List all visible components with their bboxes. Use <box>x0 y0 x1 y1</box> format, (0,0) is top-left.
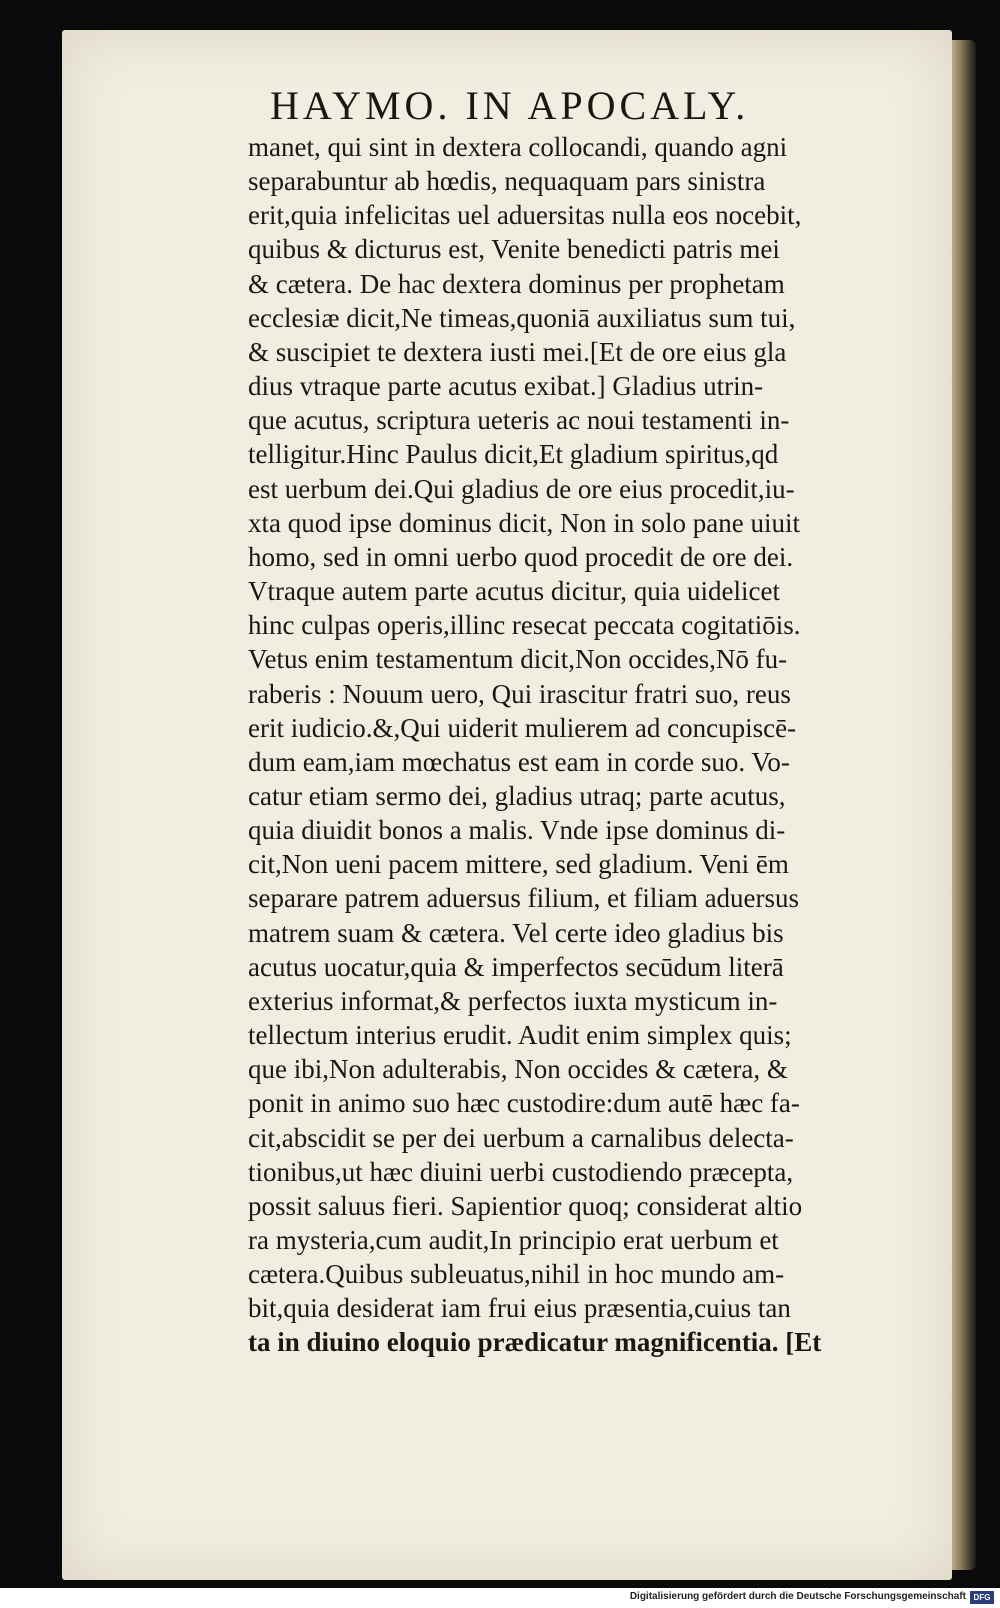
text-line: erit,quia infelicitas uel aduersitas nulla eos nocebit, <box>248 200 802 231</box>
text-line: cætera.Quibus subleuatus,nihil in hoc mundo am- <box>248 1259 785 1290</box>
digitization-credit: Digitalisierung gefördert durch die Deutsche Forschungsgemeinschaft <box>629 1591 966 1602</box>
text-line: Vtraque autem parte acutus dicitur, quia uidelicet <box>248 576 780 607</box>
footer-bar <box>0 1588 1000 1608</box>
text-line: ra mysteria,cum audit,In principio erat uerbum et <box>248 1225 779 1255</box>
text-line: & cætera. De hac dextera dominus per prophetam <box>248 268 785 299</box>
text-line: tellectum interius erudit. Audit enim simplex quis; <box>248 1020 792 1051</box>
text-line: catur etiam sermo dei, gladius utraq; parte acutus, <box>248 780 786 811</box>
text-line: quibus & dicturus est, Venite benedicti patris mei <box>248 234 780 265</box>
text-line: acutus uocatur,quia & imperfectos secūdum literā <box>248 951 784 982</box>
text-line: quia diuidit bonos a malis. Vnde ipse dominus di- <box>248 815 786 846</box>
text-line: manet, qui sint in dextera collocandi, quando agni <box>248 132 788 162</box>
text-line: possit saluus fieri. Sapientior quoq; considerat altio <box>248 1190 803 1221</box>
text-line: dum eam,iam mœchatus est eam in corde suo. Vo- <box>248 746 790 777</box>
text-line: raberis : Nouum uero, Qui irascitur fratri suo, reus <box>248 678 791 709</box>
text-line: homo, sed in omni uerbo quod procedit de ore dei. <box>248 541 794 572</box>
text-line: separabuntur ab hœdis, nequaquam pars sinistra <box>248 166 766 197</box>
text-line: & suscipiet te dextera iusti mei.[Et de ore eius gla <box>248 336 787 367</box>
text-line: separare patrem aduersus filium, et filiam aduersus <box>248 883 800 914</box>
dfg-logo-icon: DFG <box>970 1591 994 1604</box>
text-line: exterius informat,& perfectos iuxta mysticum in- <box>248 985 778 1016</box>
text-line: cit,Non ueni pacem mittere, sed gladium. Veni ēm <box>248 849 789 880</box>
text-line: est uerbum dei.Qui gladius de ore eius procedit,iu- <box>248 473 795 504</box>
text-line: Vetus enim testamentum dicit,Non occides,Nō fu- <box>248 644 788 675</box>
body-text <box>248 130 948 1360</box>
text-line: cit,abscidit se per dei uerbum a carnalibus delecta- <box>248 1122 794 1153</box>
text-line: xta quod ipse dominus dicit, Non in solo pane uiuit <box>248 507 800 538</box>
text-line: dius vtraque parte acutus exibat.] Gladius utrin- <box>248 371 764 402</box>
text-line: bit,quia desiderat iam frui eius præsentia,cuius tan <box>248 1293 791 1324</box>
running-head: HAYMO. IN APOCALY. <box>270 83 750 128</box>
text-line: erit iudicio.&,Qui uiderit mulierem ad concupiscē- <box>248 712 797 743</box>
text-line: telligitur.Hinc Paulus dicit,Et gladium spiritus,qd <box>248 439 779 470</box>
text-line: hinc culpas operis,illinc resecat peccata cogitatiōis. <box>248 610 801 641</box>
text-line: que acutus, scriptura ueteris ac noui testamenti in- <box>248 405 790 436</box>
text-line: tionibus,ut hæc diuini uerbi custodiendo præcepta, <box>248 1156 794 1187</box>
text-line: ponit in animo suo hæc custodire:dum autē hæc fa- <box>248 1088 800 1119</box>
text-line: ecclesiæ dicit,Ne timeas,quoniā auxiliatus sum tui, <box>248 302 796 333</box>
page-edge <box>952 40 976 1570</box>
text-line: ta in diuino eloquio prædicatur magnificentia. [Et <box>248 1327 822 1358</box>
text-line: matrem suam & cætera. Vel certe ideo gladius bis <box>248 917 784 948</box>
text-line: que ibi,Non adulterabis, Non occides & cætera, & <box>248 1054 788 1085</box>
